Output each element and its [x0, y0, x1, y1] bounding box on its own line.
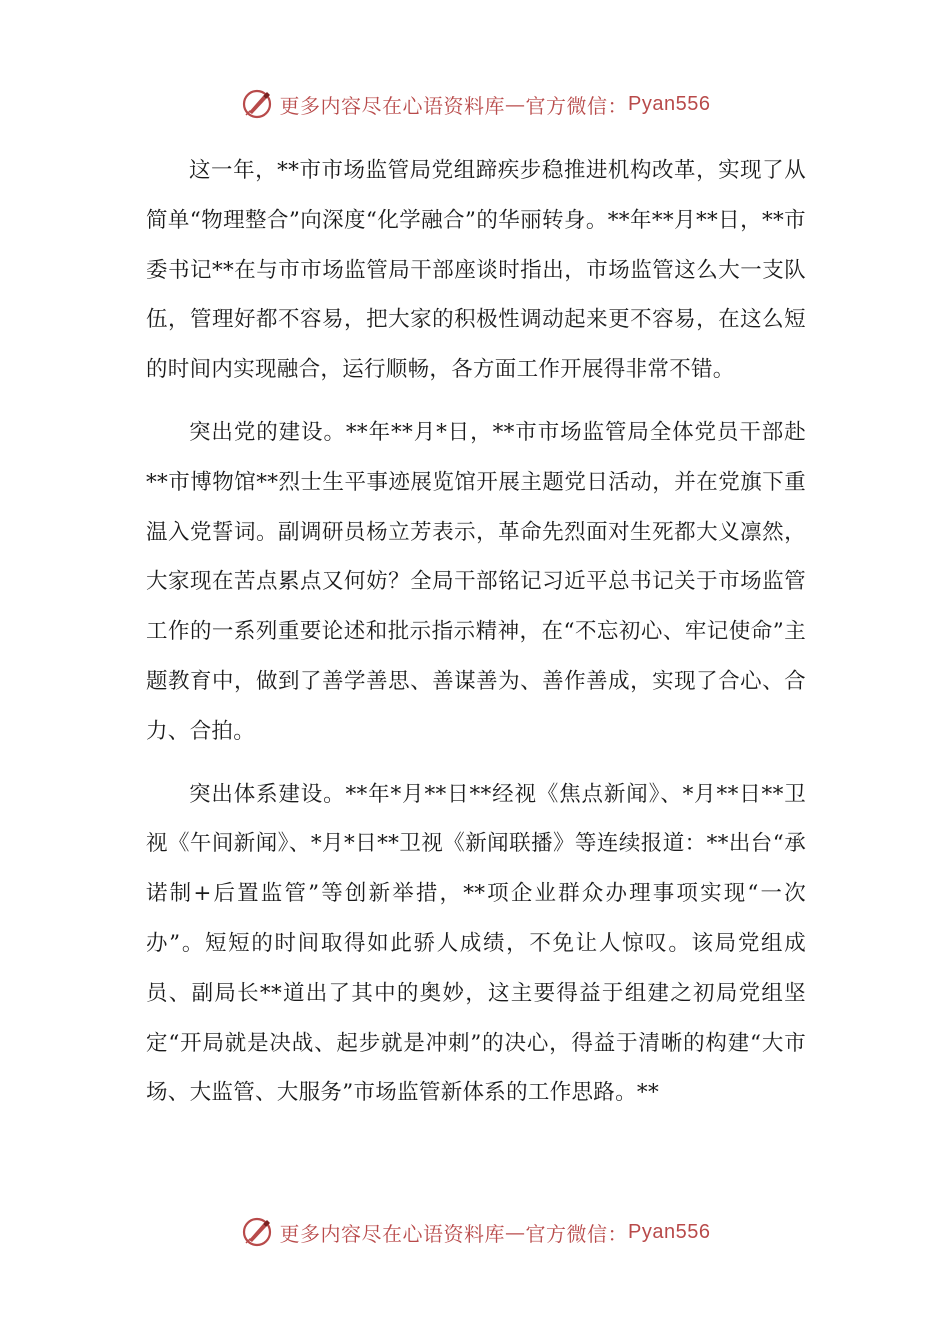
paragraph: 突出体系建设。**年*月**日**经视《焦点新闻》、*月**日**卫视《午间新闻》、*月*日**卫视《新闻联播》等连续报道：**出台“承诺制+后置监管”等创新举措，**项企业群众办理事项实现“一次办”。短短的时间取得如此骄人成绩，不免让人惊叹。该局党组成员、副局长**道出了其中的奥妙，这主要得益于组建之初局党组坚定“开局就是决战、起步就是冲刺”的决心，得益于清晰的构建“大市场、大监管、大服务”市场监管新体系的工作思路。**	[146, 781, 806, 1106]
watermark-separator: —	[505, 1220, 526, 1244]
header-watermark	[0, 84, 950, 124]
watermark-wechat-id: Pyan556	[628, 1220, 711, 1243]
watermark-wechat-label: 官方微信：	[525, 1221, 629, 1246]
watermark-wechat-id: Pyan556	[628, 92, 711, 115]
watermark-wechat-label: 官方微信：	[525, 93, 629, 118]
paragraph: 这一年，**市市场监管局党组蹄疾步稳推进机构改革，实现了从简单“物理整合”向深度“化学融合”的华丽转身。**年**月**日，**市委书记**在与市市场监管局干部座谈时指出，市场监管这么大一支队伍，管理好都不容易，把大家的积极性调动起来更不容易，在这么短的时间内实现融合，运行顺畅，各方面工作开展得非常不错。	[146, 158, 806, 383]
watermark-text: 更多内容尽在心语资料库	[279, 1221, 506, 1246]
paragraph: 突出党的建设。**年**月*日，**市市场监管局全体党员干部赴**市博物馆**烈士生平事迹展览馆开展主题党日活动，并在党旗下重温入党誓词。副调研员杨立芳表示，革命先烈面对生死都大义凛然，大家现在苦点累点又何妨？全局干部铭记习近平总书记关于市场监管工作的一系列重要论述和批示指示精神，在“不忘初心、牢记使命”主题教育中，做到了善学善思、善谋善为、善作善成，实现了合心、合力、合拍。	[146, 419, 806, 744]
footer-watermark	[0, 1212, 950, 1252]
pen-circle-logo-icon	[240, 87, 274, 121]
pen-circle-logo-icon	[240, 1215, 274, 1249]
watermark-separator: —	[505, 92, 526, 116]
document-body	[146, 146, 806, 1118]
watermark-text: 更多内容尽在心语资料库	[279, 93, 506, 118]
